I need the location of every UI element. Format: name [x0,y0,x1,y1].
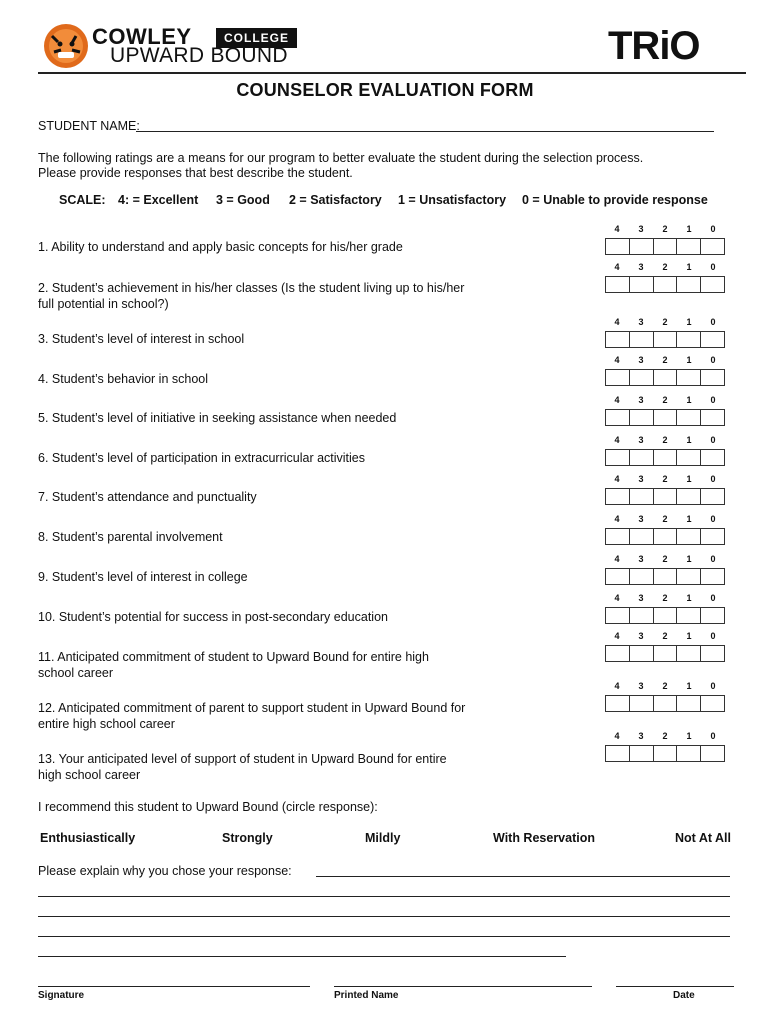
rating-box-3[interactable] [630,410,654,425]
question-1: 1. Ability to understand and apply basic concepts for his/her grade [38,240,403,254]
rating-header-label: 0 [710,435,716,445]
rating-header-label: 3 [638,681,644,691]
rating-header-4 [605,355,725,367]
rating-header-label: 1 [686,224,692,234]
rating-header-label: 4 [614,395,620,405]
rating-header-1 [605,224,725,236]
rating-box-1[interactable] [677,696,701,711]
trio-logo [608,24,726,68]
rating-box-0[interactable] [701,410,724,425]
question-6: 6. Student’s level of participation in extracurricular activities [38,451,366,465]
rating-box-2[interactable] [654,746,678,761]
trio-logo-text: TRiO [608,24,700,68]
rating-header-3 [605,317,725,329]
rating-header-label: 0 [710,317,716,327]
option-enthusiastically[interactable]: Enthusiastically [40,831,136,845]
rating-header-label: 2 [662,355,668,365]
explain-line-2[interactable] [38,896,730,897]
question-10: 10. Student’s potential for success in post-secondary education [38,610,388,624]
rating-box-2[interactable] [654,646,678,661]
rating-box-1[interactable] [677,332,701,347]
rating-header-label: 4 [614,681,620,691]
option-with-reservation[interactable]: With Reservation [493,831,595,845]
rating-box-1[interactable] [677,450,701,465]
rating-header-label: 4 [614,731,620,741]
rating-box-4[interactable] [606,239,630,254]
rating-box-0[interactable] [701,489,724,504]
explain-line-3[interactable] [38,916,730,917]
rating-box-4[interactable] [606,746,630,761]
rating-header-label: 1 [686,474,692,484]
rating-header-label: 2 [662,514,668,524]
rating-header-label: 4 [614,514,620,524]
rating-box-3[interactable] [630,450,654,465]
rating-box-4[interactable] [606,410,630,425]
rating-box-3[interactable] [630,529,654,544]
date-label: Date [673,990,695,1001]
scale-unsatisfactory: 1 = Unsatisfactory [398,193,507,207]
rating-header-label: 4 [614,317,620,327]
rating-box-0[interactable] [701,277,724,292]
rating-header-label: 2 [662,224,668,234]
rating-header-label: 4 [614,355,620,365]
rating-header-label: 3 [638,474,644,484]
rating-boxes-1 [605,238,725,255]
rating-box-4[interactable] [606,277,630,292]
question-4: 4. Student’s behavior in school [38,372,209,386]
rating-box-1[interactable] [677,489,701,504]
rating-box-3[interactable] [630,239,654,254]
rating-header-label: 4 [614,262,620,272]
rating-boxes-13 [605,745,725,762]
question-12: 12. Anticipated commitment of parent to support student in Upward Bound for entire high school career [38,701,466,731]
rating-header-label: 0 [710,395,716,405]
question-3: 3. Student’s level of interest in school [38,332,245,346]
rating-box-0[interactable] [701,569,724,584]
rating-header-label: 3 [638,435,644,445]
rating-box-1[interactable] [677,646,701,661]
rating-box-3[interactable] [630,696,654,711]
rating-header-label: 3 [638,355,644,365]
rating-header-8 [605,514,725,526]
rating-box-0[interactable] [701,646,724,661]
rating-boxes-4 [605,369,725,386]
rating-header-label: 0 [710,554,716,564]
option-not-at-all[interactable]: Not At All [675,831,732,845]
option-mildly[interactable]: Mildly [365,831,401,845]
rating-box-4[interactable] [606,696,630,711]
rating-header-label: 0 [710,355,716,365]
rating-header-label: 4 [614,224,620,234]
rating-boxes-7 [605,488,725,505]
rating-box-0[interactable] [701,608,724,623]
program-name: UPWARD BOUND [110,44,288,67]
rating-header-13 [605,731,725,743]
rating-box-1[interactable] [677,410,701,425]
rating-header-label: 2 [662,262,668,272]
rating-box-4[interactable] [606,608,630,623]
rating-header-label: 2 [662,731,668,741]
rating-box-3[interactable] [630,489,654,504]
rating-box-0[interactable] [701,239,724,254]
rating-box-1[interactable] [677,608,701,623]
rating-box-3[interactable] [630,746,654,761]
rating-header-label: 3 [638,554,644,564]
rating-box-2[interactable] [654,696,678,711]
date-field[interactable] [616,986,734,987]
rating-header-10 [605,593,725,605]
rating-box-2[interactable] [654,450,678,465]
form-title: COUNSELOR EVALUATION FORM [236,80,534,100]
rating-box-1[interactable] [677,370,701,385]
rating-header-11 [605,631,725,643]
rating-box-0[interactable] [701,529,724,544]
rating-box-0[interactable] [701,746,724,761]
rating-header-label: 3 [638,317,644,327]
question-9: 9. Student’s level of interest in college [38,570,248,584]
intro-line-2: Please provide responses that best describe the student. [38,166,353,180]
scale-label: SCALE: [59,193,106,207]
rating-header-label: 2 [662,317,668,327]
option-strongly[interactable]: Strongly [222,831,273,845]
rating-box-1[interactable] [677,529,701,544]
rating-boxes-9 [605,568,725,585]
question-8: 8. Student’s parental involvement [38,530,223,544]
rating-box-3[interactable] [630,608,654,623]
rating-box-0[interactable] [701,332,724,347]
rating-header-label: 2 [662,435,668,445]
rating-box-3[interactable] [630,646,654,661]
rating-header-label: 2 [662,395,668,405]
rating-header-label: 3 [638,514,644,524]
rating-header-label: 4 [614,631,620,641]
rating-header-label: 0 [710,731,716,741]
rating-header-label: 0 [710,593,716,603]
rating-box-4[interactable] [606,646,630,661]
rating-header-label: 1 [686,514,692,524]
rating-header-9 [605,554,725,566]
rating-header-label: 0 [710,681,716,691]
rating-box-1[interactable] [677,277,701,292]
signature-field[interactable] [38,986,310,987]
rating-header-2 [605,262,725,274]
student-name-label: STUDENT NAME: [38,119,140,133]
rating-box-1[interactable] [677,569,701,584]
rating-header-label: 2 [662,593,668,603]
rating-header-5 [605,395,725,407]
rating-box-4[interactable] [606,569,630,584]
rating-header-label: 1 [686,731,692,741]
question-13: 13. Your anticipated level of support of student in Upward Bound for entire high school career [38,752,447,782]
org-name-cowley: COWLEY [92,24,192,49]
explain-line-5[interactable] [38,956,566,957]
explain-line-1[interactable] [316,876,730,877]
question-7: 7. Student’s attendance and punctuality [38,490,257,504]
rating-box-0[interactable] [701,370,724,385]
rating-boxes-5 [605,409,725,426]
rating-header-label: 1 [686,317,692,327]
rating-box-4[interactable] [606,529,630,544]
rating-box-4[interactable] [606,489,630,504]
rating-header-label: 2 [662,474,668,484]
rating-box-4[interactable] [606,450,630,465]
explain-label: Please explain why you chose your response: [38,864,292,878]
rating-boxes-12 [605,695,725,712]
rating-boxes-8 [605,528,725,545]
rating-header-label: 1 [686,262,692,272]
rating-boxes-6 [605,449,725,466]
rating-box-2[interactable] [654,489,678,504]
rating-box-4[interactable] [606,370,630,385]
rating-box-2[interactable] [654,569,678,584]
rating-header-7 [605,474,725,486]
cowley-upward-bound-logo [42,22,332,72]
rating-header-label: 3 [638,262,644,272]
explain-line-4[interactable] [38,936,730,937]
org-name-college: COLLEGE [216,28,297,48]
rating-box-3[interactable] [630,332,654,347]
rating-header-label: 2 [662,554,668,564]
rating-header-label: 4 [614,593,620,603]
rating-header-label: 3 [638,593,644,603]
rating-header-label: 1 [686,631,692,641]
rating-header-label: 3 [638,224,644,234]
rating-header-label: 1 [686,355,692,365]
intro-line-1: The following ratings are a means for our program to better evaluate the student during the selection process. [38,151,644,165]
rating-box-0[interactable] [701,450,724,465]
recommend-label: I recommend this student to Upward Bound (circle response): [38,800,378,814]
rating-boxes-10 [605,607,725,624]
printed-name-field[interactable] [334,986,592,987]
rating-box-4[interactable] [606,332,630,347]
rating-box-1[interactable] [677,746,701,761]
rating-header-label: 0 [710,631,716,641]
rating-box-3[interactable] [630,569,654,584]
scale-satisfactory: 2 = Satisfactory [289,193,382,207]
scale-good: 3 = Good [216,193,270,207]
rating-header-label: 0 [710,474,716,484]
rating-header-label: 4 [614,554,620,564]
rating-box-2[interactable] [654,410,678,425]
question-2: 2. Student’s achievement in his/her classes (Is the student living up to his/her full potential in school?) [38,281,465,311]
rating-header-label: 0 [710,224,716,234]
scale-unable: 0 = Unable to provide response [522,193,708,207]
header-divider [38,72,746,74]
rating-box-2[interactable] [654,277,678,292]
rating-header-label: 3 [638,395,644,405]
rating-header-label: 1 [686,681,692,691]
rating-box-1[interactable] [677,239,701,254]
rating-header-label: 0 [710,262,716,272]
rating-box-2[interactable] [654,332,678,347]
rating-box-2[interactable] [654,529,678,544]
rating-boxes-3 [605,331,725,348]
signature-label: Signature [38,990,85,1001]
rating-header-label: 1 [686,593,692,603]
rating-box-3[interactable] [630,277,654,292]
rating-header-6 [605,435,725,447]
question-5: 5. Student’s level of initiative in seeking assistance when needed [38,411,397,425]
rating-boxes-2 [605,276,725,293]
printed-name-label: Printed Name [334,990,399,1001]
rating-boxes-11 [605,645,725,662]
student-name-field[interactable] [136,131,714,132]
rating-box-2[interactable] [654,370,678,385]
rating-header-label: 4 [614,474,620,484]
rating-header-label: 1 [686,395,692,405]
scale-excellent: 4: = Excellent [118,193,199,207]
rating-header-label: 2 [662,631,668,641]
rating-header-12 [605,681,725,693]
rating-header-label: 4 [614,435,620,445]
rating-box-2[interactable] [654,239,678,254]
rating-box-0[interactable] [701,696,724,711]
rating-header-label: 2 [662,681,668,691]
rating-header-label: 3 [638,631,644,641]
rating-header-label: 1 [686,554,692,564]
rating-box-3[interactable] [630,370,654,385]
question-11: 11. Anticipated commitment of student to Upward Bound for entire high school career [38,650,429,680]
rating-box-2[interactable] [654,608,678,623]
rating-header-label: 3 [638,731,644,741]
rating-header-label: 0 [710,514,716,524]
rating-header-label: 1 [686,435,692,445]
